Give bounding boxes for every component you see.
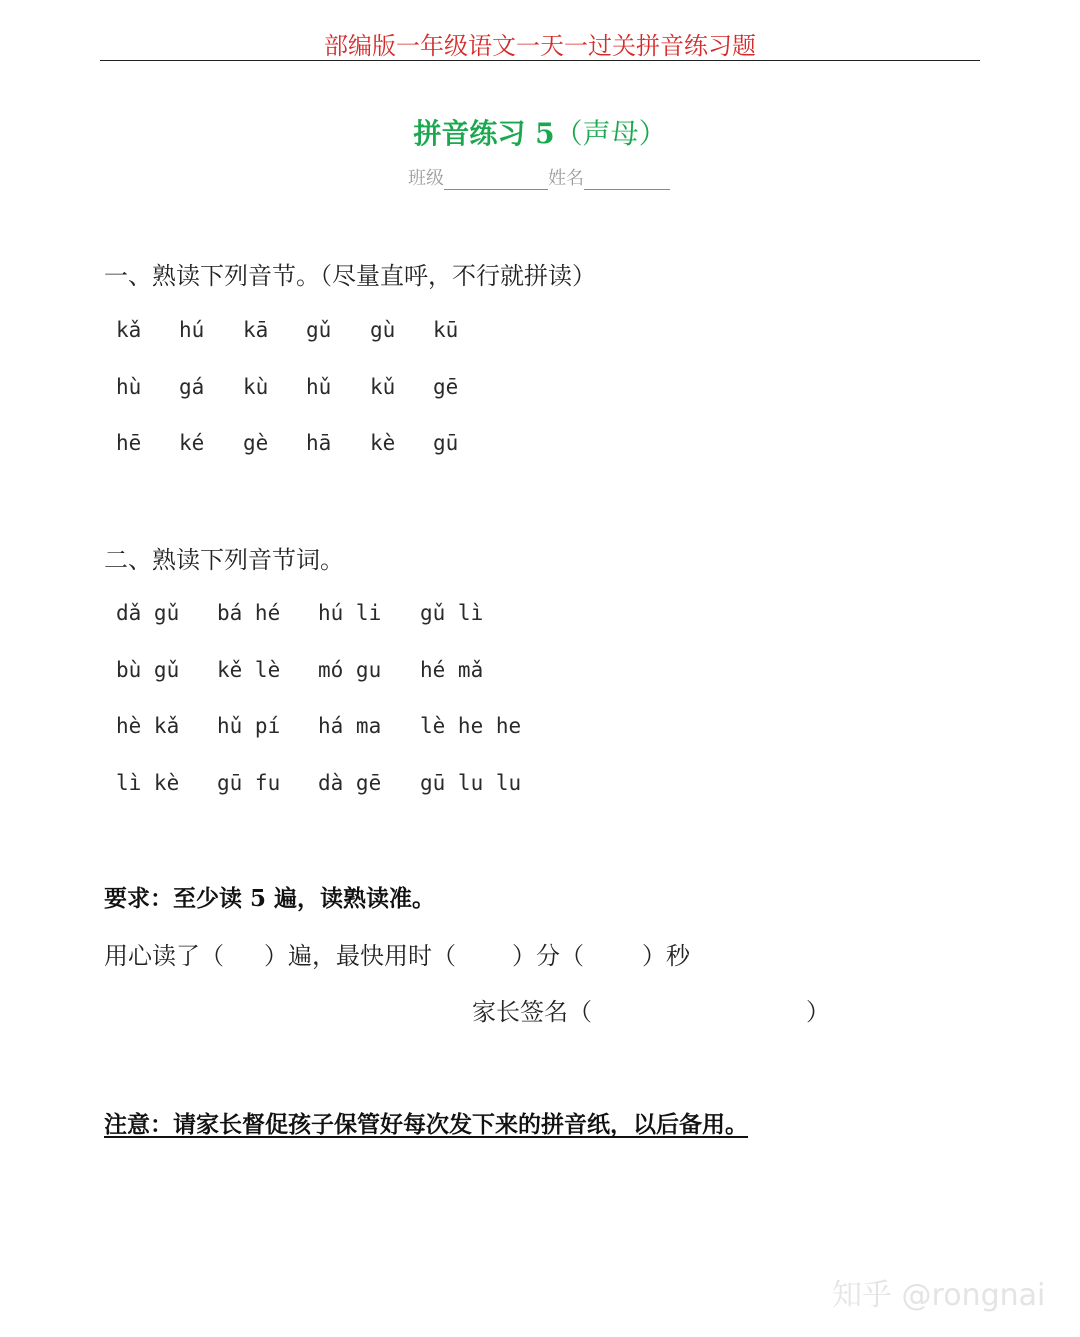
syllable: gǔ	[306, 318, 332, 342]
header-divider	[100, 60, 980, 61]
pinyin-word: hǔ pí	[217, 714, 281, 738]
pinyin-word: kě lè	[217, 658, 281, 682]
parent-signature-close: ）	[806, 998, 830, 1026]
notice-text: 注意：请家长督促孩子保管好每次发下来的拼音纸，以后备用。	[104, 1111, 748, 1138]
syllable: hù	[116, 375, 142, 399]
syllable: kǎ	[116, 318, 142, 342]
syllable: gū	[433, 431, 459, 455]
pinyin-word: hú li	[318, 601, 382, 625]
syllable: gē	[433, 375, 459, 399]
parent-signature-label: 家长签名（	[472, 998, 592, 1026]
name-blank[interactable]	[584, 169, 670, 190]
syllable: hú	[179, 318, 205, 342]
syllable: kū	[433, 318, 459, 342]
pinyin-word: gǔ lì	[420, 601, 484, 625]
parent-signature-line	[472, 992, 830, 1027]
header-title: 部编版一年级语文一天一过关拼音练习题	[324, 32, 756, 60]
reading-log-part4: ）秒	[642, 942, 690, 970]
reading-log-line	[104, 936, 690, 971]
pinyin-word: dǎ gǔ	[116, 601, 180, 625]
worksheet-title-suffix: （声母）	[554, 117, 667, 150]
worksheet-title-main: 拼音练习 5	[413, 117, 555, 150]
syllable: kā	[243, 318, 269, 342]
section2-heading: 二、熟读下列音节词。	[104, 546, 344, 574]
syllable: kǔ	[370, 375, 396, 399]
pinyin-word: gū lu lu	[420, 771, 522, 795]
class-name-line	[408, 164, 670, 190]
pinyin-word: hè kǎ	[116, 714, 180, 738]
pinyin-word: hé mǎ	[420, 658, 484, 682]
reading-log-part2: ）遍，最快用时（	[264, 942, 456, 970]
watermark: 知乎 @rongnai	[832, 1278, 1046, 1313]
requirement-text: 要求：至少读 5 遍，读熟读准。	[104, 885, 436, 912]
syllable: gá	[179, 375, 205, 399]
class-blank[interactable]	[444, 169, 548, 190]
syllable: gè	[243, 431, 269, 455]
syllable: ké	[179, 431, 205, 455]
pinyin-word: lì kè	[116, 771, 180, 795]
pinyin-word: dà gē	[318, 771, 382, 795]
class-label: 班级	[408, 168, 444, 189]
syllable: hǔ	[306, 375, 332, 399]
reading-log-part3: ）分（	[512, 942, 584, 970]
syllable: kè	[370, 431, 396, 455]
reading-log-part1: 用心读了（	[104, 942, 224, 970]
worksheet-title	[0, 112, 1080, 152]
name-label: 姓名	[548, 168, 584, 189]
syllable: hā	[306, 431, 332, 455]
pinyin-word: gū fu	[217, 771, 281, 795]
pinyin-word: mó gu	[318, 658, 382, 682]
syllable: hē	[116, 431, 142, 455]
pinyin-word: há ma	[318, 714, 382, 738]
pinyin-word: lè he he	[420, 714, 522, 738]
syllable: gù	[370, 318, 396, 342]
pinyin-word: bá hé	[217, 601, 281, 625]
section1-heading: 一、熟读下列音节。（尽量直呼，不行就拼读）	[104, 262, 596, 290]
pinyin-word: bù gǔ	[116, 658, 180, 682]
syllable: kù	[243, 375, 269, 399]
